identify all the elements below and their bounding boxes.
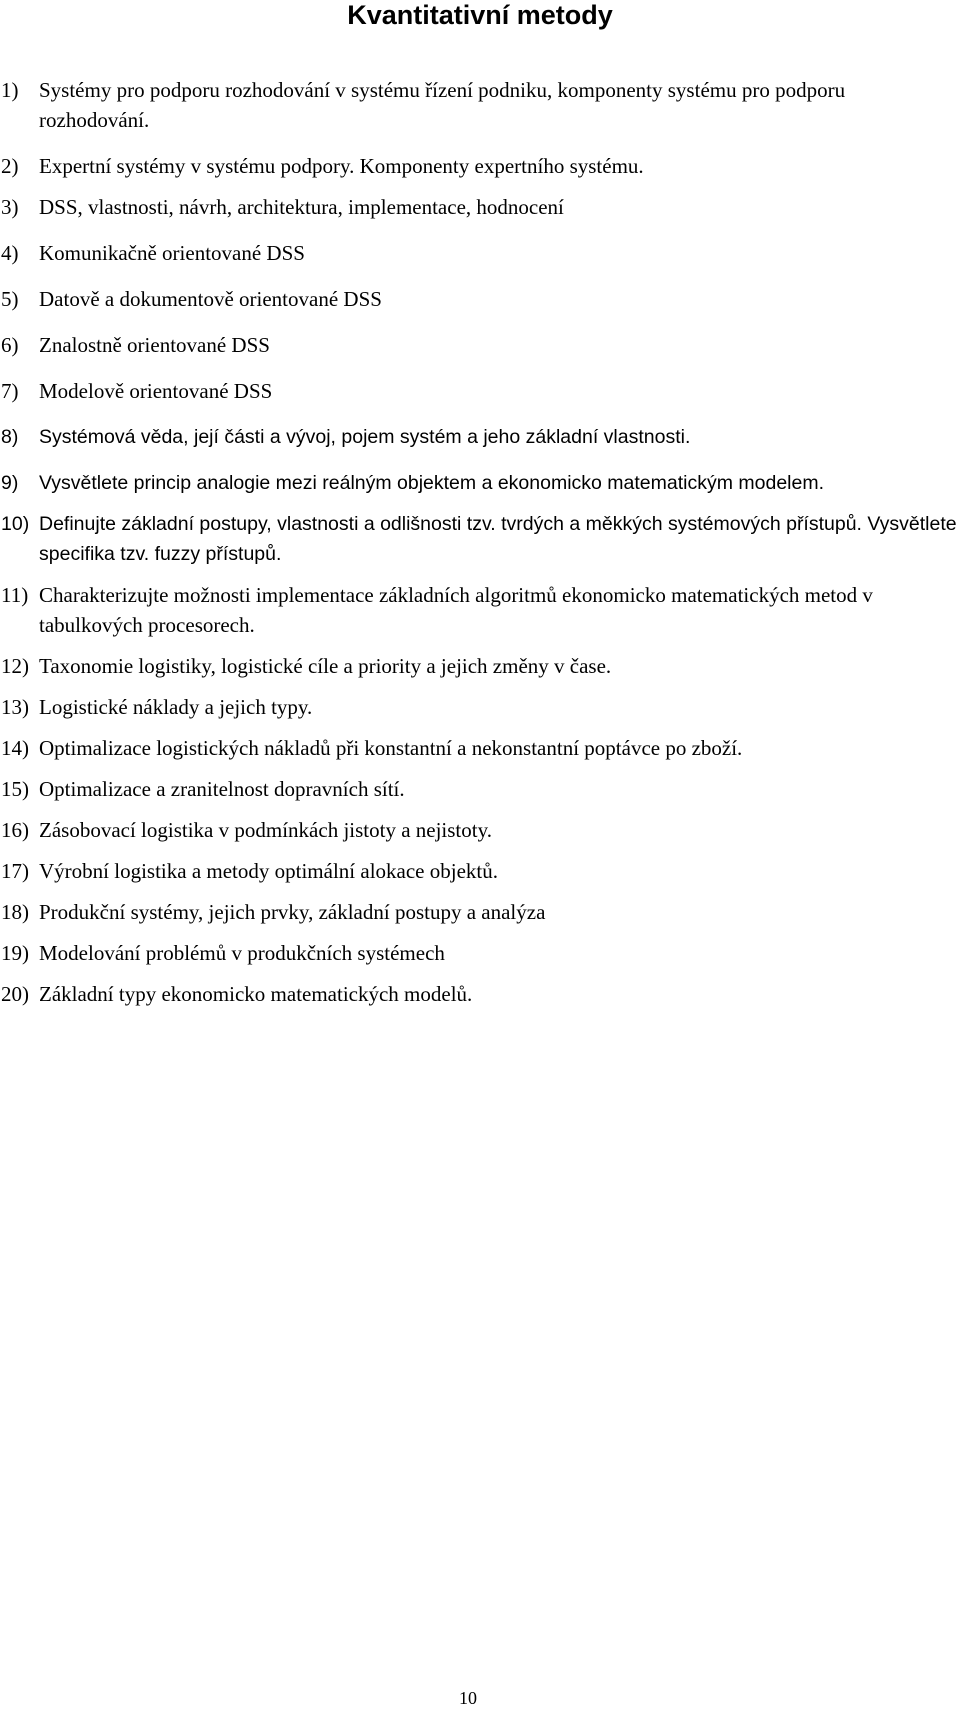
item-number: 9) <box>1 472 19 494</box>
item-text: Základní typy ekonomicko matematických modelů. <box>39 982 473 1006</box>
topic-list <box>0 75 960 1020</box>
item-text: Produkční systémy, jejich prvky, základní postupy a analýza <box>39 900 546 924</box>
list-item <box>0 422 960 452</box>
list-item <box>0 75 960 135</box>
item-number: 2) <box>1 154 19 178</box>
list-item <box>0 192 960 222</box>
list-item <box>0 580 960 640</box>
list-item <box>0 330 960 360</box>
list-item <box>0 284 960 314</box>
item-number: 13) <box>1 695 29 719</box>
item-text: Logistické náklady a jejich typy. <box>39 695 313 719</box>
item-number: 14) <box>1 736 29 760</box>
item-number: 10) <box>1 513 30 535</box>
list-item <box>0 238 960 268</box>
item-number: 5) <box>1 287 19 311</box>
item-text: Vysvětlete princip analogie mezi reálným objektem a ekonomicko matematickým modelem. <box>39 472 825 494</box>
list-item <box>0 509 960 569</box>
item-text: Modelově orientované DSS <box>39 379 273 403</box>
item-number: 8) <box>1 426 19 448</box>
list-item <box>0 376 960 406</box>
item-text: Taxonomie logistiky, logistické cíle a priority a jejich změny v čase. <box>39 654 612 678</box>
item-number: 16) <box>1 818 29 842</box>
item-text: Definujte základní postupy, vlastnosti a odlišnosti tzv. tvrdých a měkkých systémových přístupů. Vysvětlete specifika tzv. fuzzy přístupů. <box>39 513 957 565</box>
item-number: 3) <box>1 195 19 219</box>
item-text: DSS, vlastnosti, návrh, architektura, implementace, hodnocení <box>39 195 564 219</box>
page-title: Kvantitativní metody <box>347 0 613 30</box>
page-number: 10 <box>459 1688 477 1708</box>
item-text: Systémy pro podporu rozhodování v systému řízení podniku, komponenty systému pro podporu rozhodování. <box>39 78 846 132</box>
item-number: 18) <box>1 900 29 924</box>
item-number: 4) <box>1 241 19 265</box>
item-text: Optimalizace logistických nákladů při konstantní a nekonstantní poptávce po zboží. <box>39 736 743 760</box>
item-number: 20) <box>1 982 29 1006</box>
item-number: 19) <box>1 941 29 965</box>
item-number: 11) <box>1 583 29 607</box>
item-text: Optimalizace a zranitelnost dopravních sítí. <box>39 777 405 801</box>
item-number: 1) <box>1 78 19 102</box>
list-item <box>0 151 960 181</box>
list-item <box>0 856 960 886</box>
item-number: 7) <box>1 379 19 403</box>
list-item <box>0 733 960 763</box>
item-text: Znalostně orientované DSS <box>39 333 270 357</box>
list-item <box>0 651 960 681</box>
list-item <box>0 938 960 968</box>
item-text: Charakterizujte možnosti implementace základních algoritmů ekonomicko matematických metod v tabulkových procesorech. <box>39 583 873 637</box>
list-item <box>0 897 960 927</box>
item-text: Datově a dokumentově orientované DSS <box>39 287 382 311</box>
item-number: 6) <box>1 333 19 357</box>
list-item <box>0 692 960 722</box>
item-number: 15) <box>1 777 29 801</box>
item-text: Výrobní logistika a metody optimální alokace objektů. <box>39 859 498 883</box>
list-item <box>0 468 960 498</box>
item-text: Zásobovací logistika v podmínkách jistoty a nejistoty. <box>39 818 492 842</box>
list-item <box>0 815 960 845</box>
item-number: 17) <box>1 859 29 883</box>
item-text: Komunikačně orientované DSS <box>39 241 305 265</box>
list-item <box>0 774 960 804</box>
item-number: 12) <box>1 654 29 678</box>
list-item <box>0 979 960 1009</box>
item-text: Modelování problémů v produkčních systémech <box>39 941 445 965</box>
item-text: Expertní systémy v systému podpory. Komponenty expertního systému. <box>39 154 644 178</box>
item-text: Systémová věda, její části a vývoj, pojem systém a jeho základní vlastnosti. <box>39 426 691 448</box>
